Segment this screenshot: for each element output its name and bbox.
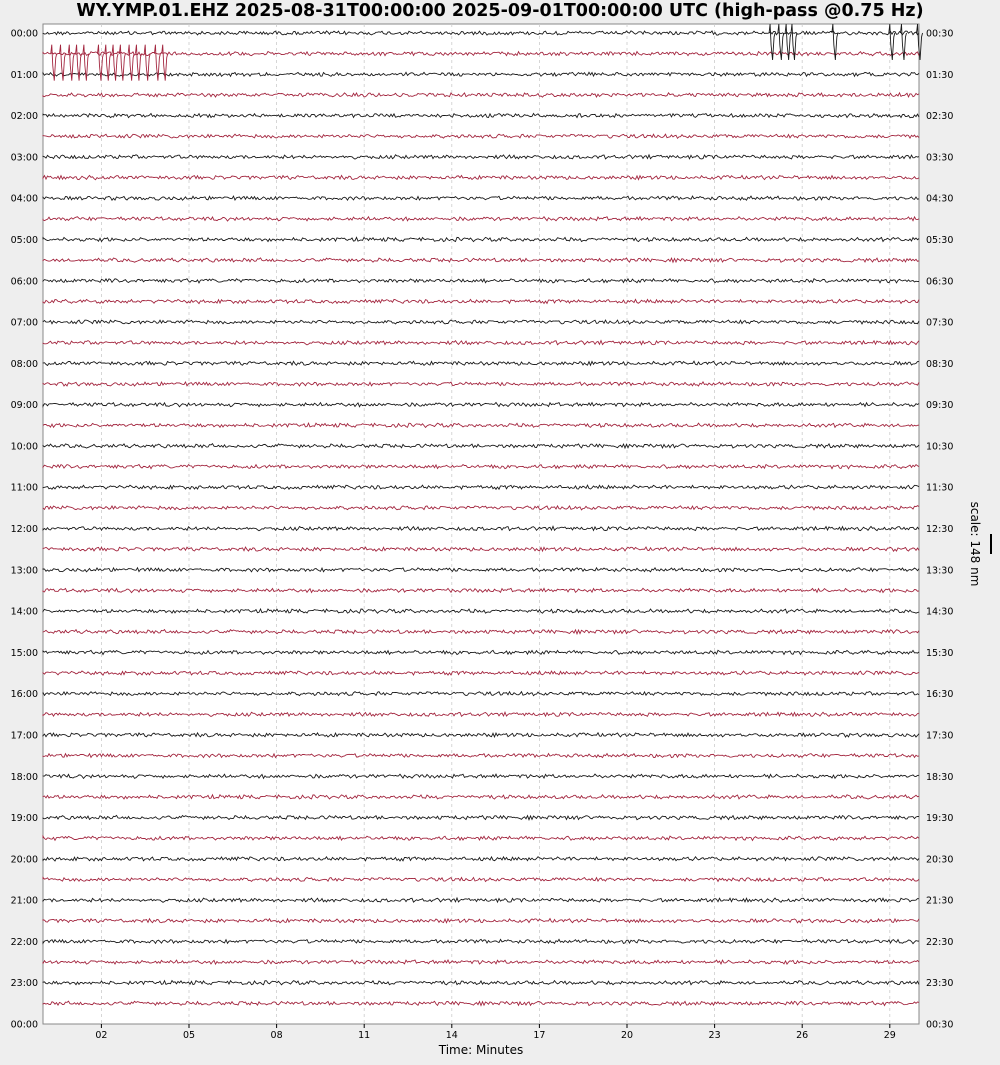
left-time-label: 10:00 bbox=[10, 441, 38, 453]
left-time-label: 00:00 bbox=[10, 28, 38, 40]
x-tick-label: 14 bbox=[445, 1030, 458, 1041]
right-time-label: 11:30 bbox=[926, 482, 954, 494]
right-time-labels bbox=[926, 29, 953, 1031]
right-time-label: 14:30 bbox=[926, 606, 954, 618]
left-time-label: 20:00 bbox=[10, 854, 38, 866]
left-time-label: 03:00 bbox=[10, 152, 38, 164]
x-tick-label: 08 bbox=[270, 1030, 283, 1041]
x-axis-ticks bbox=[95, 1024, 895, 1041]
left-time-label: 11:00 bbox=[10, 482, 38, 494]
left-time-label: 02:00 bbox=[10, 111, 38, 123]
scale-label: scale: 148 nm bbox=[968, 501, 982, 587]
right-time-label: 00:30 bbox=[926, 1019, 954, 1031]
left-time-label: 19:00 bbox=[10, 813, 38, 825]
x-tick-label: 17 bbox=[533, 1030, 546, 1041]
right-time-label: 22:30 bbox=[926, 936, 954, 948]
left-time-label: 22:00 bbox=[10, 936, 38, 948]
right-time-label: 03:30 bbox=[926, 152, 954, 164]
right-time-label: 23:30 bbox=[926, 978, 954, 990]
x-tick-label: 11 bbox=[358, 1030, 371, 1041]
left-time-label: 15:00 bbox=[10, 647, 38, 659]
x-tick-label: 20 bbox=[620, 1030, 634, 1041]
scale-bar bbox=[990, 534, 992, 554]
right-time-label: 15:30 bbox=[926, 647, 954, 659]
right-time-label: 16:30 bbox=[926, 689, 954, 701]
right-time-label: 06:30 bbox=[926, 276, 954, 288]
left-time-label: 21:00 bbox=[10, 895, 38, 907]
right-time-label: 02:30 bbox=[926, 111, 954, 123]
right-time-label: 10:30 bbox=[926, 441, 954, 453]
left-time-label: 08:00 bbox=[10, 358, 38, 370]
x-tick-label: 29 bbox=[883, 1030, 896, 1041]
left-time-label: 17:00 bbox=[10, 730, 38, 742]
left-time-label: 01:00 bbox=[10, 69, 38, 81]
plot-area bbox=[43, 24, 919, 1024]
chart-title: WY.YMP.01.EHZ 2025-08-31T00:00:00 2025-09-01T00:00:00 UTC (high-pass @0.75 Hz) bbox=[76, 1, 924, 21]
right-time-label: 21:30 bbox=[926, 895, 954, 907]
right-time-label: 13:30 bbox=[926, 565, 954, 577]
right-time-label: 05:30 bbox=[926, 234, 954, 246]
left-time-label: 16:00 bbox=[10, 689, 38, 701]
left-time-label: 18:00 bbox=[10, 771, 38, 783]
x-tick-label: 05 bbox=[182, 1030, 196, 1041]
left-time-label: 09:00 bbox=[10, 400, 38, 412]
right-time-label: 17:30 bbox=[926, 730, 954, 742]
left-time-label: 07:00 bbox=[10, 317, 38, 329]
left-time-label: 23:00 bbox=[10, 978, 38, 990]
left-time-label: 06:00 bbox=[10, 276, 38, 288]
left-time-labels bbox=[11, 29, 38, 1031]
right-time-label: 09:30 bbox=[926, 400, 954, 412]
x-axis-label: Time: Minutes bbox=[438, 1043, 524, 1057]
right-time-label: 08:30 bbox=[926, 358, 954, 370]
right-time-label: 07:30 bbox=[926, 317, 954, 329]
right-time-label: 19:30 bbox=[926, 813, 954, 825]
right-time-label: 00:30 bbox=[926, 28, 954, 40]
left-time-label: 00:00 bbox=[10, 1019, 38, 1031]
right-time-label: 04:30 bbox=[926, 193, 954, 205]
left-time-label: 05:00 bbox=[10, 234, 38, 246]
left-time-label: 04:00 bbox=[10, 193, 38, 205]
right-time-label: 20:30 bbox=[926, 854, 954, 866]
x-tick-label: 02 bbox=[95, 1030, 108, 1041]
left-time-label: 12:00 bbox=[10, 524, 38, 535]
left-time-label: 14:00 bbox=[10, 606, 38, 618]
left-time-label: 13:00 bbox=[10, 565, 38, 577]
x-tick-label: 26 bbox=[796, 1030, 809, 1041]
x-tick-label: 23 bbox=[708, 1030, 721, 1041]
right-time-label: 01:30 bbox=[926, 69, 954, 81]
right-time-label: 18:30 bbox=[926, 771, 954, 783]
right-time-label: 12:30 bbox=[926, 524, 954, 535]
